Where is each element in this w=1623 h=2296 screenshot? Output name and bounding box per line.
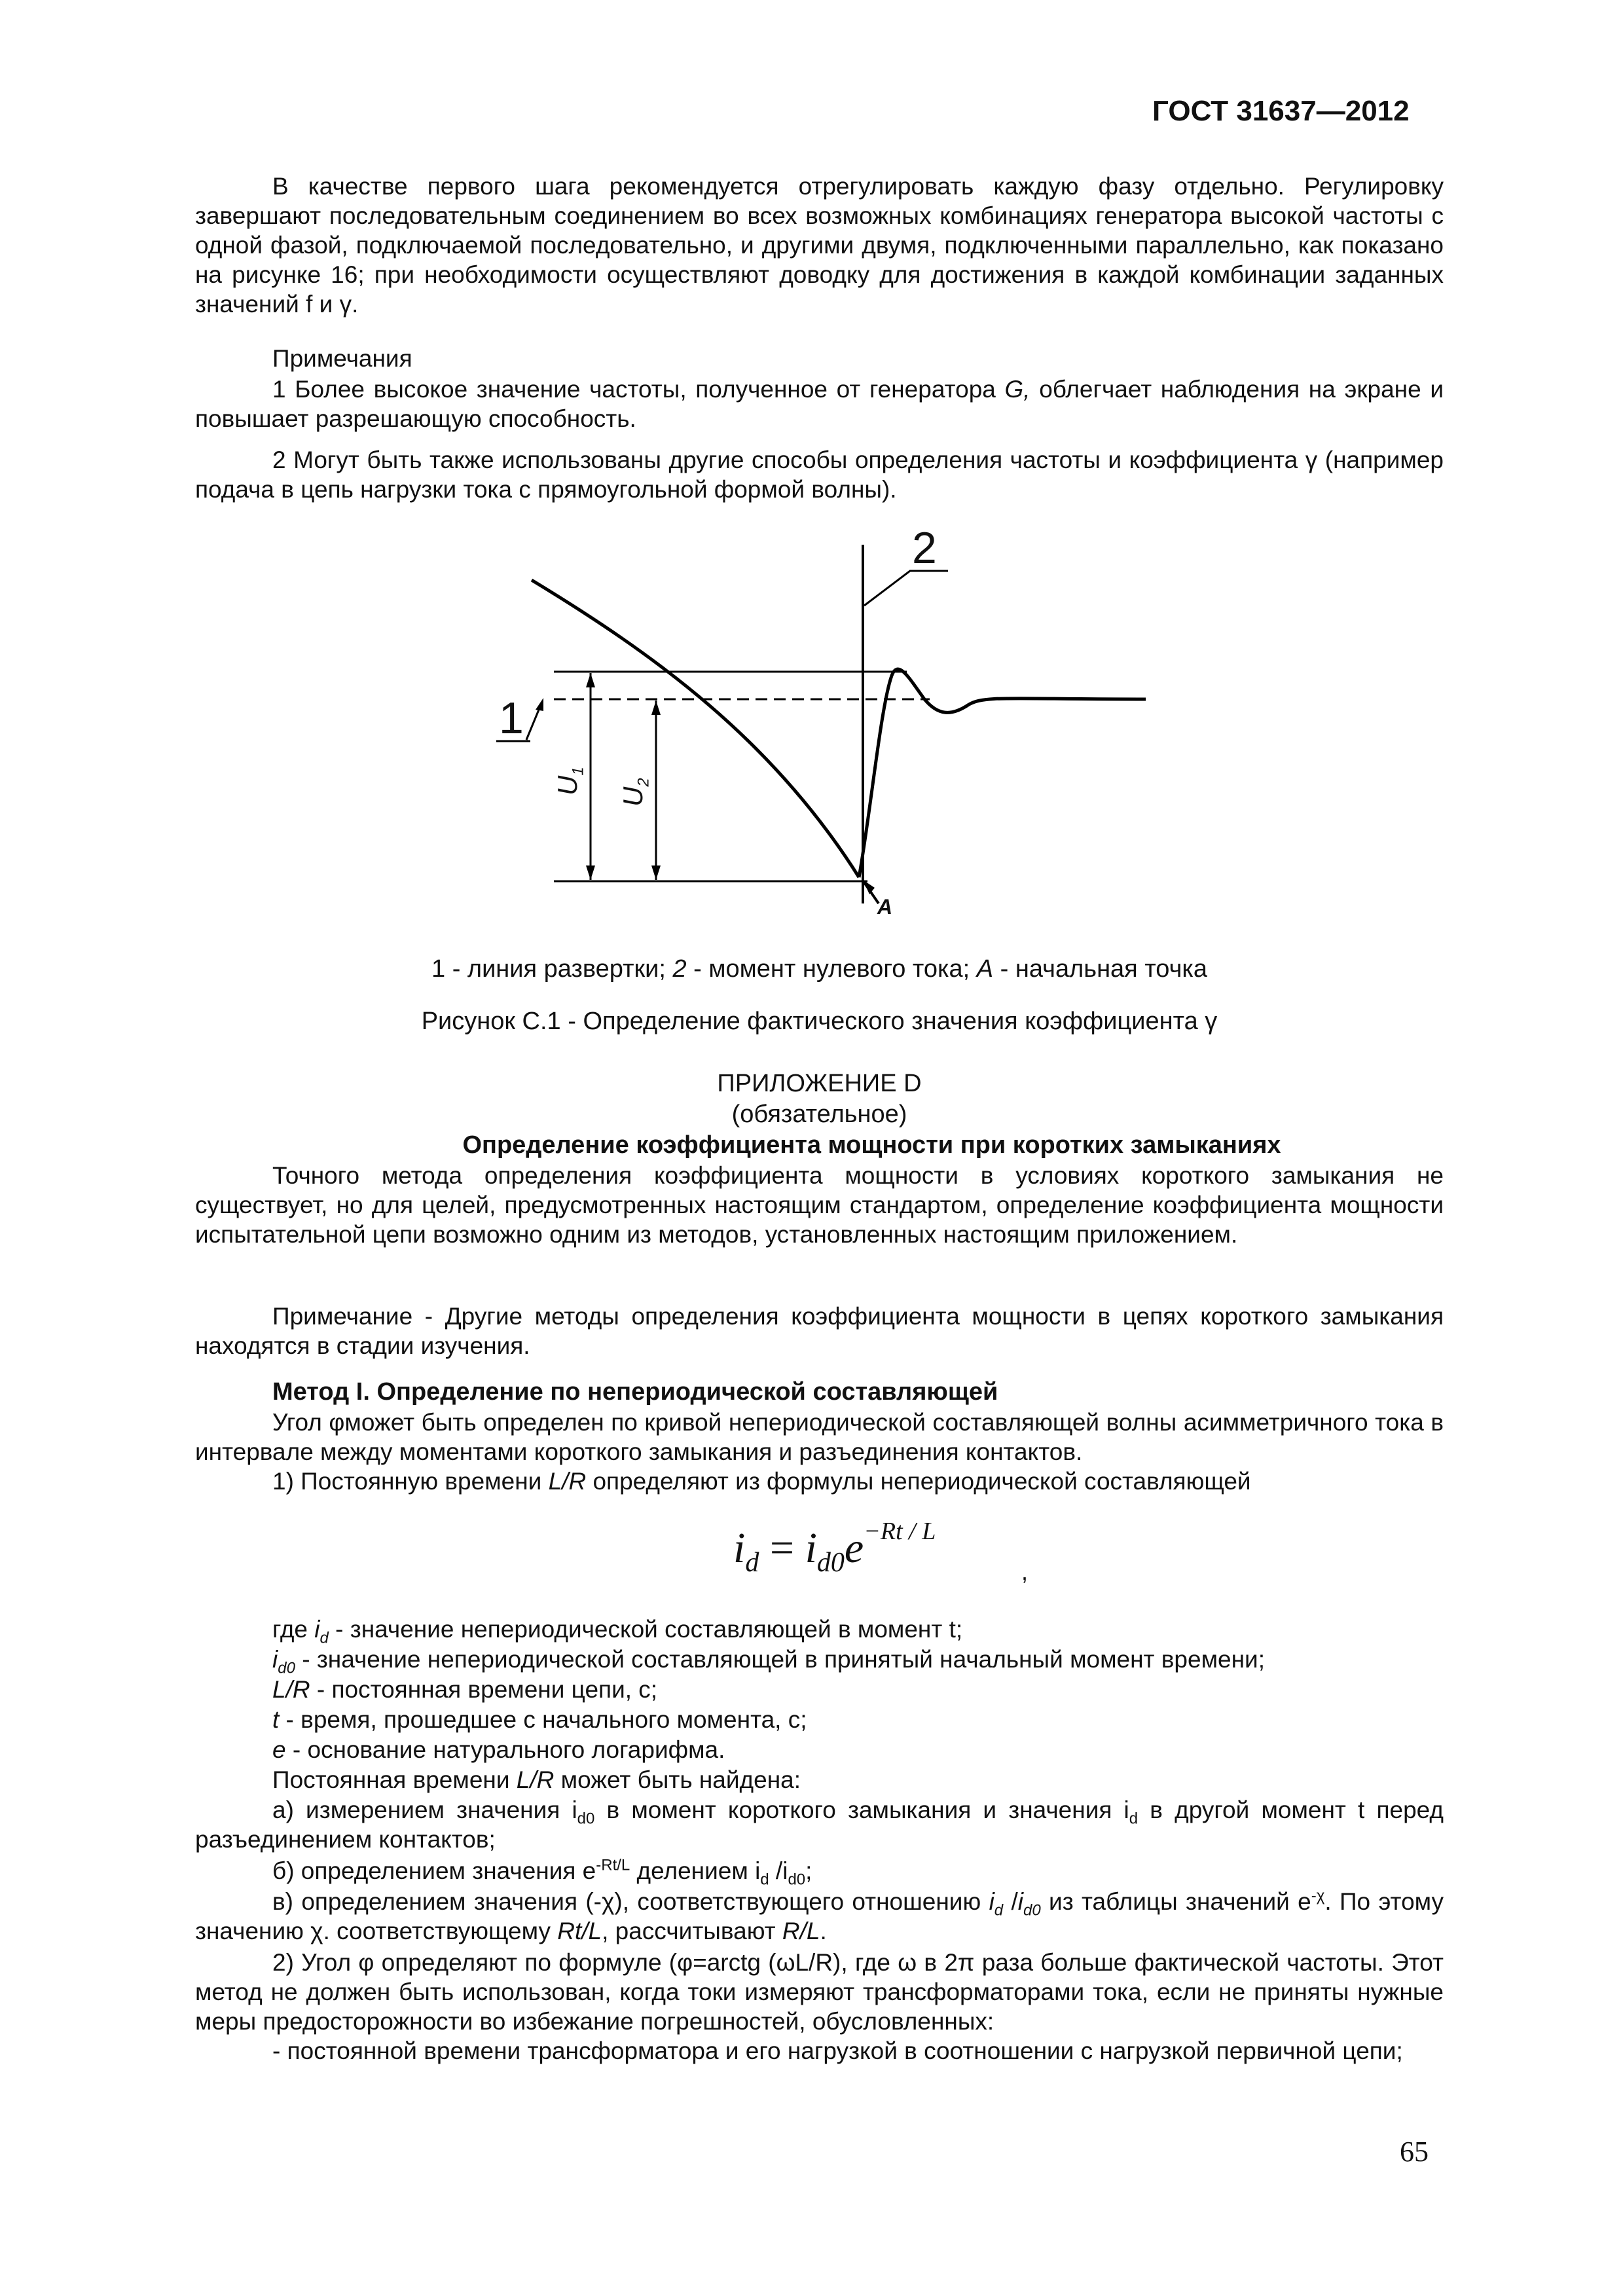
recovery-transient — [859, 669, 1146, 877]
intro-paragraph: В качестве первого шага рекомендуется отрегулировать каждую фазу отдельно. Регулировку завершают последовательным соединением во всех возможных комбинациях генератора высокой частоты с одной фазой, подключаемой последовательно, и другими двумя, подключенными параллельно, как показано на рисунке 16; при необходимости осуществляют доводку для достижения в каждой комбинации заданных значений f и γ. — [195, 173, 1444, 318]
method-title: Метод I. Определение по непериодической составляющей — [272, 1378, 998, 1406]
item-b: б) определением значения $e^{-Rt/L}$ делением $i_d$ $/i_{d0}$; — [272, 1856, 812, 1889]
appendix-heading: Определение коэффициента мощности при коротких замыканиях — [462, 1131, 1281, 1159]
formula-comma: , — [1021, 1558, 1029, 1585]
def-t: t - время, прошедшее с начального момента, с; — [272, 1706, 807, 1733]
note-1: 1 Более высокое значение частоты, полученное от генератора G, облегчает наблюдения на экране и повышает разрешающую способность. — [195, 376, 1444, 432]
page-number: 65 — [1400, 2136, 1429, 2168]
figure-legend: 1 - линия развертки; 2 - момент нулевого тока; A - начальная точка — [431, 955, 1207, 983]
def-e: e - основание натурального логарифма. — [272, 1736, 725, 1763]
def-lr: L/R - постоянная времени цепи, с; — [272, 1676, 658, 1703]
formula: $i_d = i_{d0}e^{-Rt / L}$ — [733, 1518, 936, 1578]
label-2-leader — [864, 571, 948, 606]
figure-caption: Рисунок С.1 - Определение фактического значения коэффициента γ — [421, 1008, 1218, 1035]
def-id0: $i_{d0}$ - значение непериодической составляющей в принятый начальный момент времени; — [272, 1646, 1265, 1677]
figure-label-1: 1 — [499, 693, 524, 743]
appendix-title: ПРИЛОЖЕНИЕ D — [717, 1070, 922, 1097]
def-id: где $i_d$ - значение непериодической составляющей в момент t; — [272, 1616, 963, 1647]
figure-c1 — [458, 524, 1178, 930]
found-line: Постоянная времени L/R может быть найдена: — [272, 1766, 801, 1793]
figure-label-u2: $U_2$ — [617, 778, 653, 807]
note-2: 2 Могут быть также использованы другие способы определения частоты и коэффициента γ (например подача в цепь нагрузки тока с прямоугольной формой волны). — [195, 446, 1444, 503]
method-paragraph: Угол φможет быть определен по кривой непериодической составляющей волны асимметричного тока в интервале между моментами короткого замыкания и разъединения контактов. — [195, 1409, 1444, 1465]
figure-label-a: A — [877, 895, 893, 919]
voltage-curve — [532, 580, 859, 877]
appendix-note: Примечание - Другие методы определения коэффициента мощности в цепях короткого замыкания находятся в стадии изучения. — [195, 1303, 1444, 1359]
notes-title: Примечания — [272, 345, 412, 372]
figure-label-u1: $U_1$ — [552, 767, 587, 795]
item-a: а) измерением значения $i_{d0}$ в момент короткого замыкания и значения $i_d$ в другой момент t перед разъединением контактов; — [195, 1796, 1444, 1853]
bullet-1: - постоянной времени трансформатора и его нагрузкой в соотношении с нагрузкой первичной цепи; — [272, 2037, 1403, 2064]
document-id: ГОСТ 31637—2012 — [1152, 95, 1410, 127]
appendix-intro: Точного метода определения коэффициента мощности в условиях короткого замыкания не существует, но для целей, предусмотренных настоящим стандартом, определение коэффициента мощности испытательной цепи возможно одним из методов, установленных настоящим приложением. — [195, 1162, 1444, 1248]
step-2: 2) Угол φ определяют по формуле (φ=arctg (ωL/R), где ω в 2π раза больше фактической частоты. Этот метод не должен быть использован, когда токи измеряют трансформаторами тока, если не приняты нужные меры предосторожности во избежание погрешностей, обусловленных: — [195, 1949, 1444, 2035]
figure-label-2: 2 — [912, 523, 937, 573]
item-c: в) определением значения (-χ), соответствующего отношению $i_d$ $/i_{d0}$ из таблицы значений $e^{-\chi}$. По этому значению χ. соответствующему Rt/L, рассчитывают R/L. — [195, 1887, 1444, 1944]
appendix-status: (обязательное) — [731, 1101, 907, 1128]
step-1: 1) Постоянную времени L/R определяют из формулы непериодической составляющей — [272, 1468, 1251, 1495]
